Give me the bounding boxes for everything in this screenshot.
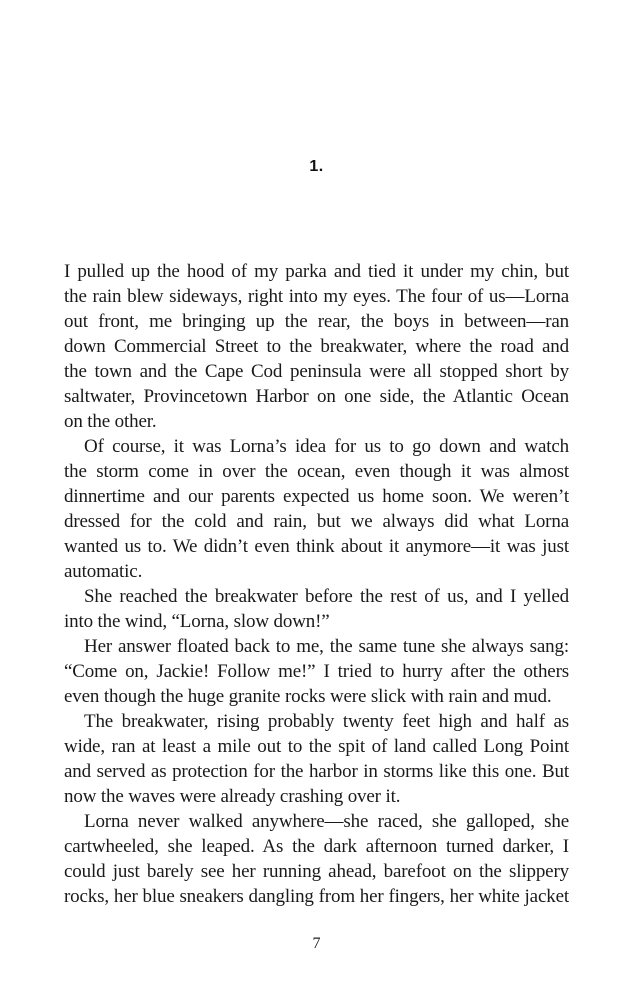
text-line: down Commercial Street to the breakwater, where the road and (64, 336, 569, 357)
text-line: could just barely see her running ahead, barefoot on the slippery (64, 861, 569, 882)
chapter-number-heading: 1. (309, 158, 324, 175)
text-line: Her answer floated back to me, the same tune she always sang: (84, 636, 569, 657)
text-line: even though the huge granite rocks were slick with rain and mud. (64, 686, 552, 707)
text-line: “Come on, Jackie! Follow me!” I tried to hurry after the others (64, 661, 569, 682)
text-line: out front, me bringing up the rear, the boys in between—ran (64, 311, 569, 332)
text-line: saltwater, Provincetown Harbor on one side, the Atlantic Ocean (64, 386, 569, 407)
text-line: and served as protection for the harbor in storms like this one. But (64, 761, 569, 782)
text-line: cartwheeled, she leaped. As the dark afternoon turned darker, I (64, 836, 569, 857)
text-line: Of course, it was Lorna’s idea for us to go down and watch (84, 436, 569, 457)
text-line: the town and the Cape Cod peninsula were all stopped short by (64, 361, 569, 382)
text-line: now the waves were already crashing over it. (64, 786, 401, 807)
text-line: rocks, her blue sneakers dangling from her fingers, her white jacket (64, 886, 569, 907)
text-line: automatic. (64, 561, 143, 582)
text-line: dressed for the cold and rain, but we always did what Lorna (64, 511, 569, 532)
text-line: wide, ran at least a mile out to the spit of land called Long Point (64, 736, 569, 757)
text-line: the storm come in over the ocean, even though it was almost (64, 461, 569, 482)
text-line: the rain blew sideways, right into my eyes. The four of us—Lorna (64, 286, 569, 307)
text-line: She reached the breakwater before the rest of us, and I yelled (84, 586, 569, 607)
body-text (64, 259, 569, 909)
text-line: Lorna never walked anywhere—she raced, she galloped, she (84, 811, 569, 832)
page-number: 7 (312, 935, 321, 952)
text-line: The breakwater, rising probably twenty feet high and half as (84, 711, 569, 732)
text-line: I pulled up the hood of my parka and tied it under my chin, but (64, 261, 569, 282)
text-line: on the other. (64, 411, 157, 432)
text-line: wanted us to. We didn’t even think about it anymore—it was just (64, 536, 569, 557)
text-line: dinnertime and our parents expected us home soon. We weren’t (64, 486, 569, 507)
text-line: into the wind, “Lorna, slow down!” (64, 611, 330, 632)
